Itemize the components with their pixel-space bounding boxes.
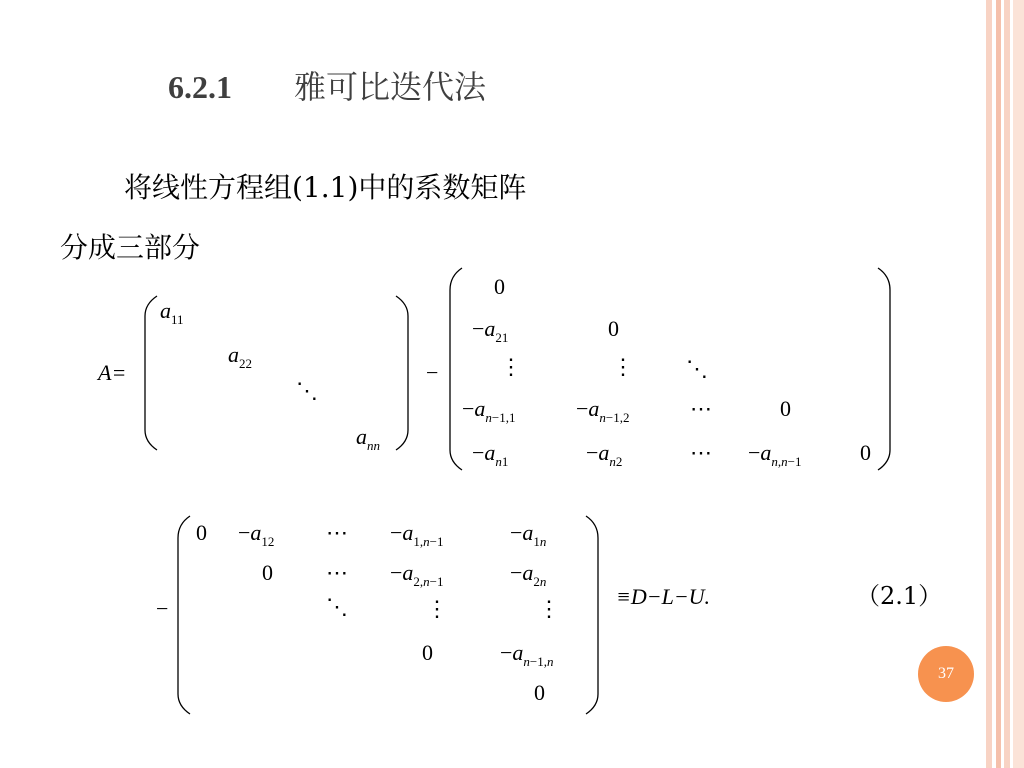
lower-entry: 0: [860, 440, 871, 465]
lower-left-bracket: [450, 268, 462, 470]
lower-cdots: ⋯: [690, 440, 712, 465]
upper-right-bracket: [586, 516, 598, 714]
upper-left-bracket: [178, 516, 190, 714]
upper-entry: $-a_{1,n-1}$: [390, 520, 444, 549]
upper-entry: 0: [196, 520, 207, 545]
upper-entry: $-a_{1n}$: [510, 520, 547, 549]
upper-vdots: ⋮: [426, 596, 448, 621]
lower-entry: $-a_{n,n-1}$: [748, 440, 802, 469]
diag-entry: $a_{11}$: [160, 298, 184, 327]
upper-entry: $-a_{2n}$: [510, 560, 547, 589]
upper-entry: 0: [422, 640, 433, 665]
lower-entry: $-a_{21}$: [472, 316, 509, 345]
lower-ddots: ⋱: [686, 356, 708, 381]
diag-ellipsis: ⋱: [296, 378, 318, 403]
equation-number: （2.1）: [856, 582, 943, 610]
upper-entry: $-a_{n-1,n}$: [500, 640, 554, 669]
upper-entry: 0: [262, 560, 273, 585]
result-expression: ≡D−L−U.: [616, 584, 711, 609]
upper-entry: $-a_{2,n-1}$: [390, 560, 444, 589]
lower-entry: $-a_{n1}$: [472, 440, 509, 469]
upper-vdots: ⋮: [538, 596, 560, 621]
upper-cdots: ⋯: [326, 560, 348, 585]
diag-entry: $a_{22}$: [228, 342, 252, 371]
intro-line-2: 分成三部分: [60, 231, 201, 264]
lower-entry: $-a_{n-1,2}$: [576, 396, 630, 425]
lower-cdots: ⋯: [690, 396, 712, 421]
section-number: 6.2.1: [168, 69, 232, 105]
lower-entry: $-a_{n2}$: [586, 440, 623, 469]
lower-entry: 0: [608, 316, 619, 341]
upper-entry: 0: [534, 680, 545, 705]
intro-line: 将线性方程组(1.1)中的系数矩阵: [124, 171, 527, 204]
upper-cdots: ⋯: [326, 520, 348, 545]
lhs-A: A=: [98, 360, 127, 385]
diag-entry: $a_{nn}$: [356, 424, 380, 453]
page-number-badge: 37: [918, 646, 974, 702]
minus-sign: −: [156, 596, 169, 621]
lower-vdots: ⋮: [500, 354, 522, 379]
lower-right-bracket: [878, 268, 890, 470]
diag-right-bracket: [396, 296, 408, 450]
lower-entry: $-a_{n-1,1}$: [462, 396, 516, 425]
upper-ddots: ⋱: [326, 594, 348, 619]
section-title: 雅可比迭代法: [294, 68, 487, 106]
diag-left-bracket: [145, 296, 157, 450]
lower-entry: 0: [494, 274, 505, 299]
minus-sign: −: [426, 360, 439, 385]
lower-entry: 0: [780, 396, 791, 421]
upper-entry: $-a_{12}$: [238, 520, 275, 549]
lower-vdots: ⋮: [612, 354, 634, 379]
